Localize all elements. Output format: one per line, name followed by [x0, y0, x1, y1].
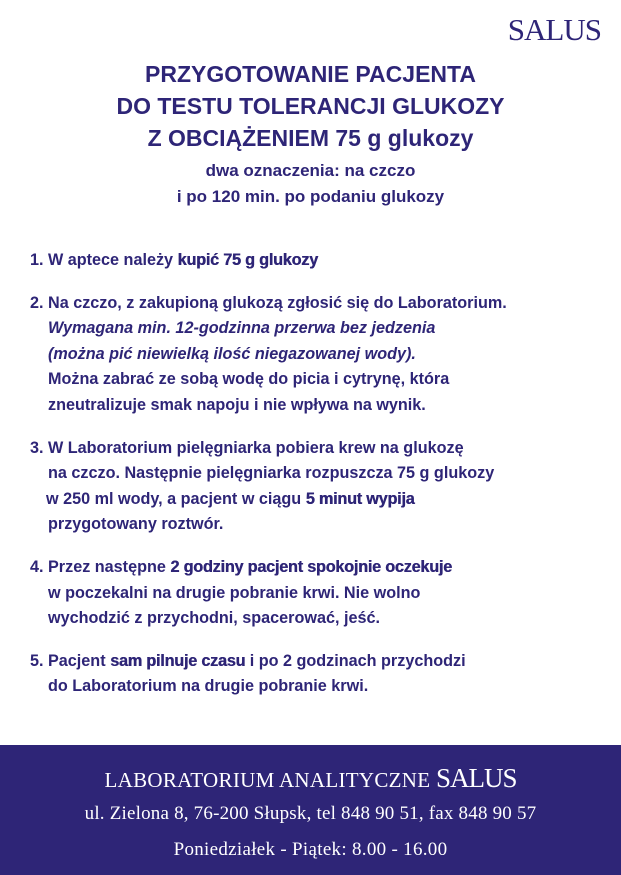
step-2-line-4: Można zabrać ze sobą wodę do picia i cytrynę, która — [48, 370, 450, 389]
title-line-2: DO TESTU TOLERANCJI GLUKOZY — [116, 93, 505, 119]
title-line-1: PRZYGOTOWANIE PACJENTA — [145, 61, 476, 87]
step-4-highlight: 2 godziny pacjent spokojnie oczekuje — [170, 557, 452, 576]
step-4-line-3: wychodzić z przychodni, spacerować, jeść. — [48, 609, 380, 628]
step-3-line-1: 3. W Laboratorium pielęgniarka pobiera krew na glukozę — [30, 438, 464, 457]
step-3-highlight: 5 minut wypija — [305, 489, 415, 508]
step-2-line-5: zneutralizuje smak napoju i nie wpływa na wynik. — [48, 395, 426, 414]
step-5-highlight: sam pilnuje czasu — [110, 651, 246, 670]
step-2-line-1: 2. Na czczo, z zakupioną glukozą zgłosić się do Laboratorium. — [30, 293, 507, 312]
step-2-line-3: (można pić niewielką ilość niegazowanej wody). — [48, 344, 416, 363]
step-5 — [30, 649, 615, 700]
salus-logo: SALUS — [507, 12, 601, 47]
step-1-text: 1. W aptece należy — [30, 251, 178, 269]
step-1 — [30, 248, 615, 274]
step-3-line-4: przygotowany roztwór. — [48, 515, 224, 534]
instruction-steps — [30, 248, 615, 717]
step-2-line-2: Wymagana min. 12-godzinna przerwa bez jedzenia — [48, 319, 436, 338]
lab-name — [0, 763, 621, 794]
footer-salus-logo: SALUS — [435, 763, 517, 793]
title-line-3: Z OBCIĄŻENIEM 75 g glukozy — [147, 125, 474, 151]
step-1-highlight: kupić 75 g glukozy — [177, 251, 318, 269]
opening-hours: Poniedziałek - Piątek: 8.00 - 16.00 — [173, 839, 448, 860]
footer — [0, 745, 621, 875]
step-3 — [30, 436, 615, 538]
page-title — [0, 58, 621, 210]
lab-address: ul. Zielona 8, 76-200 Słupsk, tel 848 90 51, fax 848 90 57 — [84, 803, 537, 824]
step-5-line-2: do Laboratorium na drugie pobranie krwi. — [48, 677, 369, 696]
step-5-line-1b: i po 2 godzinach przychodzi — [245, 651, 466, 670]
lab-name-text: LABORATORIUM ANALITYCZNE — [104, 768, 436, 792]
step-3-line-3: w 250 ml wody, a pacjent w ciągu — [46, 489, 306, 508]
subtitle-line-2: i po 120 min. po podaniu glukozy — [176, 187, 445, 206]
step-4-line-1: 4. Przez następne — [30, 557, 171, 576]
step-4 — [30, 555, 615, 632]
step-5-line-1a: 5. Pacjent — [30, 651, 111, 670]
step-2 — [30, 291, 615, 419]
step-4-line-2: w poczekalni na drugie pobranie krwi. Nie wolno — [48, 583, 421, 602]
step-3-line-2: na czczo. Następnie pielęgniarka rozpuszcza 75 g glukozy — [48, 464, 495, 483]
subtitle-line-1: dwa oznaczenia: na czczo — [205, 161, 416, 180]
